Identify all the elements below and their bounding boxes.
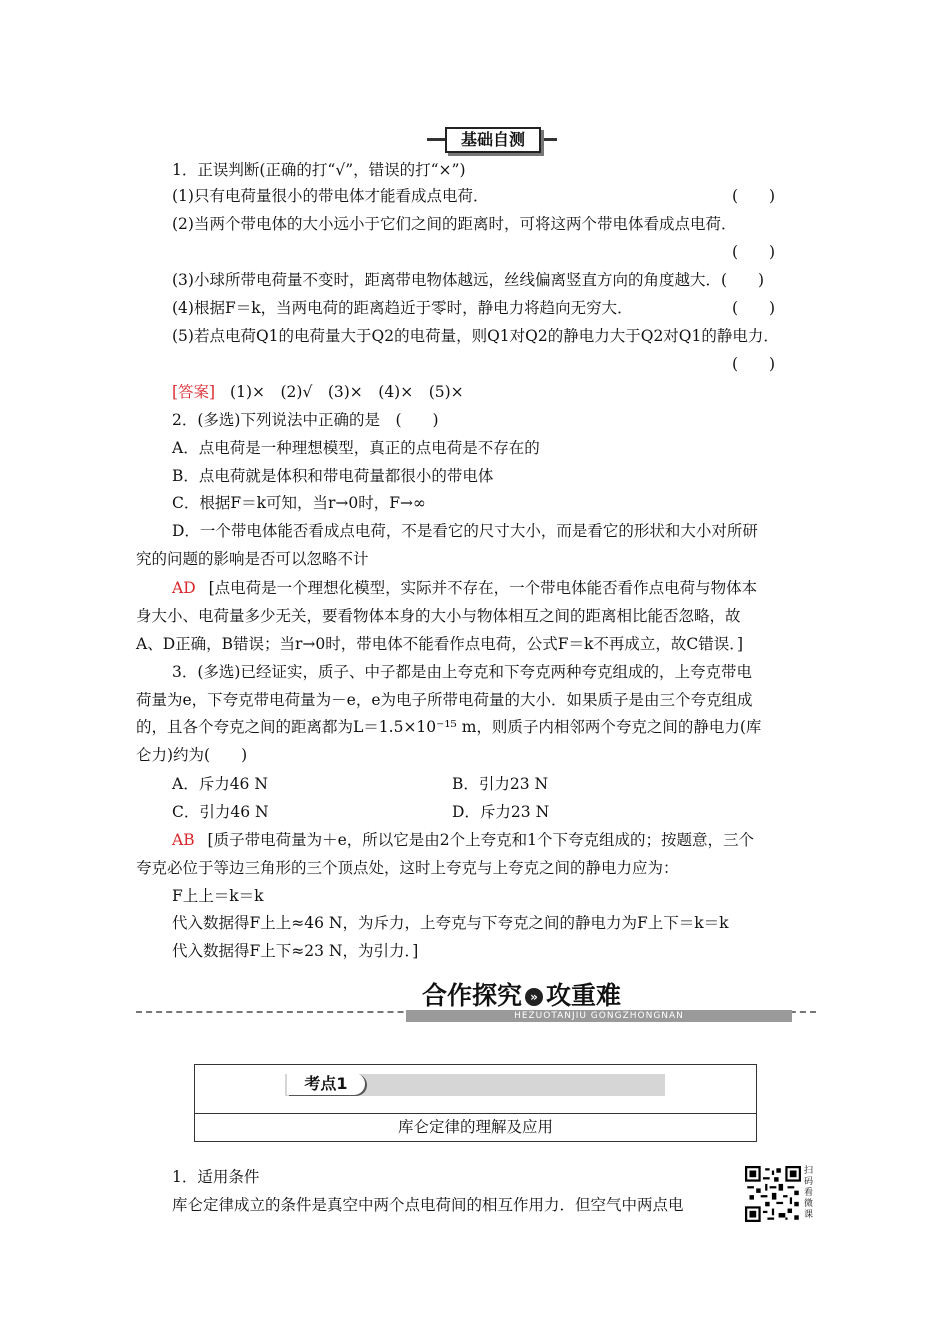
q3-option-d: D．斥力23 N	[452, 803, 550, 821]
section-text: 库仑定律成立的条件是真空中两个点电荷间的相互作用力．但空气中两点电	[172, 1196, 684, 1214]
q3-answer-key: AB	[172, 831, 195, 849]
q3-option-a: A．斥力46 N	[172, 775, 268, 793]
q2-explanation-2: 身大小、电荷量多少无关，要看物体本身的大小与物体相互之间的距离相比能否忽略，故	[136, 607, 741, 625]
q2-option-b: B．点电荷就是体积和带电荷量都很小的带电体	[172, 467, 494, 485]
q2-option-d: D．一个带电体能否看成点电荷，不是看它的尺寸大小，而是看它的形状和大小对所研	[172, 522, 758, 540]
title-bar-left	[427, 138, 445, 141]
q2-explanation-1: [点电荷是一个理想化模型，实际并不存在，一个带电体能否看作点电荷与物体本	[208, 579, 758, 597]
section-heading: 1．适用条件	[172, 1168, 260, 1186]
q3-stem-3: 的，且各个夸克之间的距离都为L＝1.5×10⁻¹⁵ m，则质子内相邻两个夸克之间的静电力(库	[136, 718, 762, 736]
q1-stem: 1．正误判断(正确的打“√”，错误的打“×”)	[172, 161, 466, 179]
q1-answer-label: [答案]	[172, 383, 216, 401]
section-title-jichu	[427, 127, 557, 151]
q2-answer-key: AD	[172, 579, 196, 597]
banner-title	[422, 976, 621, 1012]
q1-item-4: (4)根据F＝k，当两电荷的距离趋近于零时，静电力将趋向无穷大．	[172, 299, 633, 317]
q3-explanation-2: 夸克必位于等边三角形的三个顶点处，这时上夸克与上夸克之间的静电力应为：	[136, 859, 679, 877]
q3-option-c: C．引力46 N	[172, 803, 269, 821]
banner-title-left: 合作探究	[422, 981, 523, 1010]
section-banner	[136, 976, 816, 1024]
q2-option-d-cont: 究的问题的影响是否可以忽略不计	[136, 550, 369, 568]
q2-option-c: C．根据F＝k可知，当r→0时，F→∞	[172, 494, 426, 512]
q3-explanation-4: 代入数据得F上上≈46 N，为斥力，上夸克与下夸克之间的静电力为F上下＝k＝k	[172, 914, 729, 932]
q1-blank-1: ( )	[732, 187, 776, 205]
q2-option-a: A．点电荷是一种理想模型，真正的点电荷是不存在的	[172, 439, 540, 457]
kaodian-topic: 库仑定律的理解及应用	[397, 1118, 553, 1136]
title-bar-right	[539, 138, 557, 141]
q1-item-2: (2)当两个带电体的大小远小于它们之间的距离时，可将这两个带电体看成点电荷．	[172, 215, 737, 233]
qr-code-icon	[745, 1166, 801, 1222]
q1-blank-2: ( )	[732, 243, 776, 261]
kaodian-header	[195, 1065, 756, 1114]
q3-explanation-1: [质子带电荷量为＋e，所以它是由2个上夸克和1个下夸克组成的；按题意，三个	[207, 831, 754, 849]
banner-title-right: 攻重难	[546, 981, 622, 1010]
q2-explanation-3: A、D正确，B错误；当r→0时，带电体不能看作点电荷，公式F＝k不再成立，故C错误．]	[136, 635, 744, 653]
qr-caption: 扫码看微课	[804, 1166, 814, 1220]
kaodian-box	[194, 1064, 757, 1142]
q1-item-1: (1)只有电荷量很小的带电体才能看成点电荷．	[172, 187, 489, 205]
q3-formula-1: F上上＝k＝k	[172, 887, 264, 905]
q3-stem-2: 荷量为e，下夸克带电荷量为－e，e为电子所带电荷量的大小．如果质子是由三个夸克组成	[136, 691, 753, 709]
banner-subtitle: HEZUOTANJIU GONGZHONGNAN	[406, 1010, 792, 1022]
q2-stem: 2．(多选)下列说法中正确的是 ( )	[172, 411, 439, 429]
section-title-label: 基础自测	[445, 127, 541, 153]
q1-item-5: (5)若点电荷Q1的电荷量大于Q2的电荷量，则Q1对Q2的静电力大于Q2对Q1的静电力．	[172, 327, 779, 345]
q3-stem-4: 仑力)约为( )	[136, 746, 248, 764]
kaodian-label: 考点1	[287, 1073, 365, 1095]
q3-option-b: B．引力23 N	[452, 775, 549, 793]
q3-explanation-5: 代入数据得F上下≈23 N，为引力．]	[172, 942, 419, 960]
arrow-right-icon: »	[525, 988, 543, 1006]
q1-blank-5: ( )	[732, 355, 776, 373]
q1-blank-4: ( )	[732, 299, 776, 317]
q3-stem-1: 3．(多选)已经证实，质子、中子都是由上夸克和下夸克两种夸克组成的，上夸克带电	[172, 663, 752, 681]
q1-item-3: (3)小球所带电荷量不变时，距离带电物体越远，丝线偏离竖直方向的角度越大．( )	[172, 271, 765, 289]
q1-answer-text: (1)× (2)√ (3)× (4)× (5)×	[230, 383, 464, 401]
